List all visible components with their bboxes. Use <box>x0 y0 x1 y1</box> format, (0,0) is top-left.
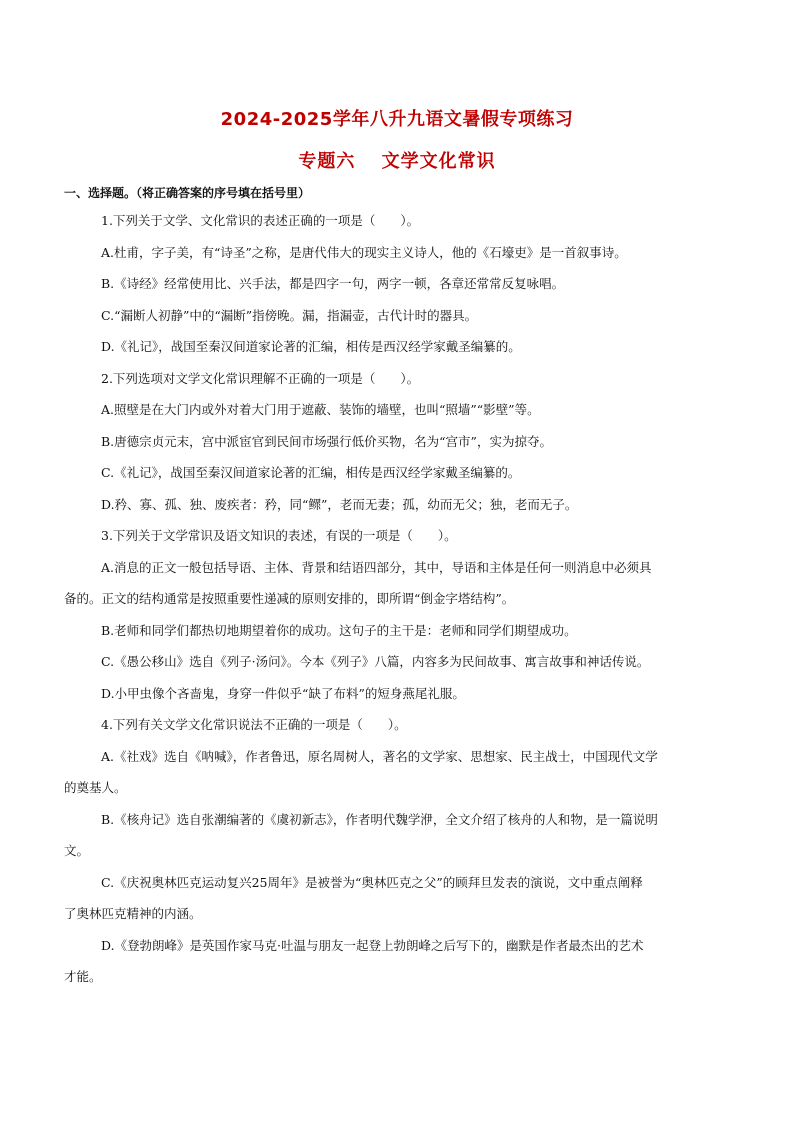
option-d-line-2: 才能。 <box>64 969 102 984</box>
question-stem: 3.下列关于文学常识及语文知识的表述，有误的一项是（ ）。 <box>101 528 457 543</box>
option-d: D.小甲虫像个吝啬鬼，身穿一件似乎“缺了布料”的短身燕尾礼服。 <box>101 685 465 701</box>
option-d: D.《礼记》，战国至秦汉间道家论著的汇编，相传是西汉经学家戴圣编纂的。 <box>101 339 521 354</box>
option-a-line-1: A.消息的正文一般包括导语、主体、背景和结语四部分，其中，导语和主体是任何一则消息中必须具 <box>101 559 652 575</box>
option-b-line-2: 文。 <box>64 843 90 858</box>
section-heading: 一、选择题。（将正确答案的序号填在括号里） <box>64 186 311 200</box>
option-b-line-1: B.《核舟记》选自张潮编著的《虞初新志》，作者明代魏学洢，全文介绍了核舟的人和物，是一篇说明 <box>101 811 658 827</box>
option-b: B.老师和同学们都热切地期望着你的成功。这句子的主干是：老师和同学们期望成功。 <box>101 622 577 638</box>
option-a-line-1: A.《社戏》选自《呐喊》，作者鲁迅，原名周树人，著名的文学家、思想家、民主战士，中国现代文学 <box>101 748 658 764</box>
option-a-line-2: 备的。正文的结构通常是按照重要性递减的原则安排的，即所谓“倒金字塔结构”。 <box>64 591 515 606</box>
document-title: 2024-2025学年八升九语文暑假专项练习 <box>220 109 574 130</box>
document-subtitle: 专题六 文学文化常识 <box>298 151 496 172</box>
question-list <box>64 205 730 993</box>
option-d: D.矜、寡、孤、独、废疾者：矜，同“鳏”，老而无妻；孤，幼而无父；独，老而无子。 <box>101 496 578 512</box>
option-b: B.《诗经》经常使用比、兴手法，都是四字一句，两字一顿，各章还常常反复咏唱。 <box>101 276 565 291</box>
option-c: C.《礼记》，战国至秦汉间道家论著的汇编，相传是西汉经学家戴圣编纂的。 <box>101 465 521 480</box>
option-d-line-1: D.《登勃朗峰》是英国作家马克·吐温与朋友一起登上勃朗峰之后写下的，幽默是作者最杰出的艺术 <box>101 937 644 953</box>
option-c-line-2: 了奥林匹克精神的内涵。 <box>64 906 202 921</box>
option-c-line-1: C.《庆祝奥林匹克运动复兴25周年》是被誉为“奥林匹克之父”的顾拜旦发表的演说，文中重点阐释 <box>101 874 643 890</box>
option-b: B.唐德宗贞元末，宫中派宦官到民间市场强行低价买物，名为“宫市”，实为掠夺。 <box>101 433 552 449</box>
question-stem: 1.下列关于文学、文化常识的表述正确的一项是（ ）。 <box>101 213 420 228</box>
option-a: A.杜甫，字子美，有“诗圣”之称，是唐代伟大的现实主义诗人，他的《石壕吏》是一首叙事诗。 <box>101 244 627 260</box>
option-c: C.《愚公移山》选自《列子·汤问》。今本《列子》八篇，内容多为民间故事、寓言故事和神话传说。 <box>101 654 650 669</box>
option-c: C.“漏断人初静”中的“漏断”指傍晚。漏，指漏壶，古代计时的器具。 <box>101 307 478 323</box>
option-a: A.照壁是在大门内或外对着大门用于遮蔽、装饰的墙壁，也叫“照墙”“影壁”等。 <box>101 402 540 417</box>
question-stem: 2.下列选项对文学文化常识理解不正确的一项是（ ）。 <box>101 370 420 386</box>
question-stem: 4.下列有关文学文化常识说法不正确的一项是（ ）。 <box>101 717 407 732</box>
option-a-line-2: 的奠基人。 <box>64 780 127 795</box>
